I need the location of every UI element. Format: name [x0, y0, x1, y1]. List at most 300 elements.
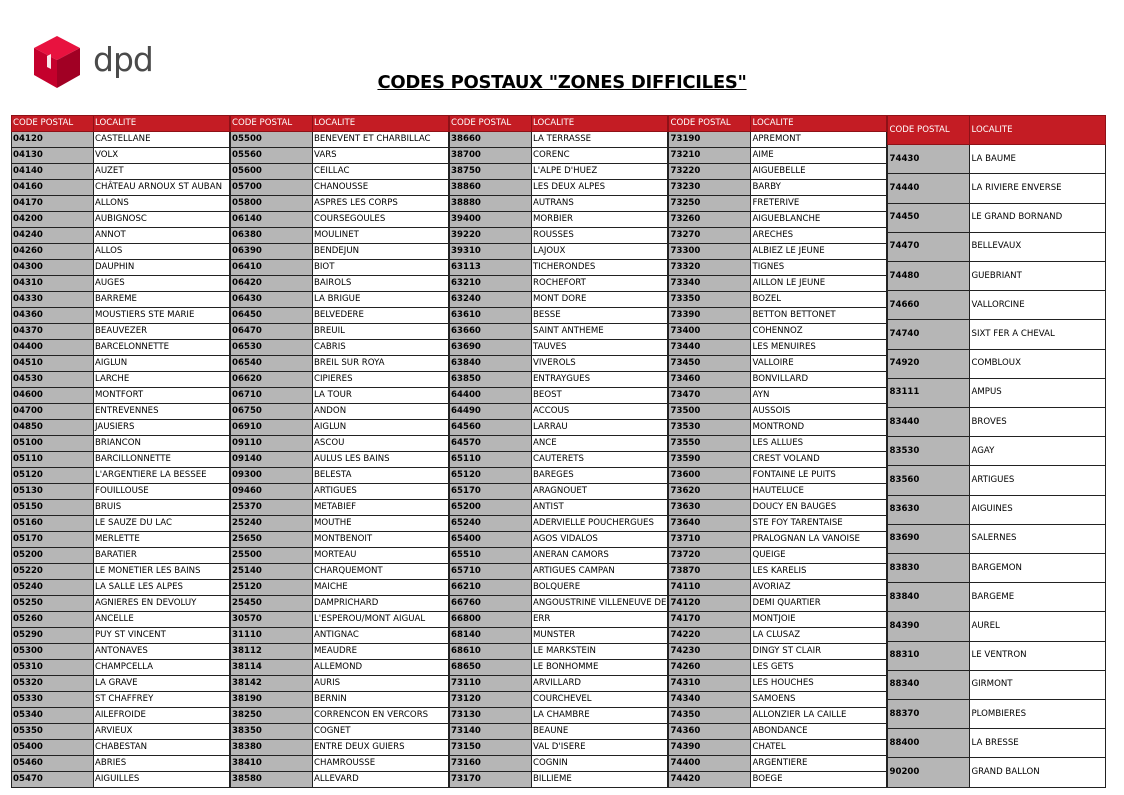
postal-code-cell: 74920: [888, 349, 970, 378]
locality-cell: BERNIN: [313, 692, 449, 708]
locality-cell: ENTRE DEUX GUIERS: [313, 740, 449, 756]
postal-code-cell: 63210: [450, 276, 532, 292]
table-row: [231, 724, 449, 740]
table-row: [450, 420, 668, 436]
locality-cell: MOULINET: [313, 228, 449, 244]
locality-cell: COHENNOZ: [751, 324, 887, 340]
locality-cell: SAINT ANTHEME: [532, 324, 668, 340]
table-row: [231, 452, 449, 468]
table-row: [669, 516, 887, 532]
locality-cell: LA BRIGUE: [313, 292, 449, 308]
postal-code-cell: 74450: [888, 203, 970, 232]
locality-cell: LE MARKSTEIN: [532, 644, 668, 660]
postal-code-cell: 73230: [669, 180, 751, 196]
locality-cell: ALLEVARD: [313, 772, 449, 788]
locality-cell: ALLONS: [94, 196, 230, 212]
locality-cell: GUEBRIANT: [970, 262, 1106, 291]
postal-code-cell: 73170: [450, 772, 532, 788]
table-row: [12, 564, 230, 580]
table-row: [450, 452, 668, 468]
postal-code-cell: 88310: [888, 641, 970, 670]
table-row: [450, 708, 668, 724]
locality-cell: BENDEJUN: [313, 244, 449, 260]
locality-cell: AIGUEBELLE: [751, 164, 887, 180]
locality-cell: PUY ST VINCENT: [94, 628, 230, 644]
locality-cell: LES DEUX ALPES: [532, 180, 668, 196]
postal-code-cell: 05350: [12, 724, 94, 740]
postal-code-tables: [11, 115, 1106, 788]
table-row: [12, 612, 230, 628]
locality-cell: AIGUINES: [970, 495, 1106, 524]
locality-cell: CHAMROUSSE: [313, 756, 449, 772]
table-row: [12, 516, 230, 532]
table-row: [231, 228, 449, 244]
postal-code-cell: 04160: [12, 180, 94, 196]
postal-code-cell: 65400: [450, 532, 532, 548]
postal-code-cell: 73270: [669, 228, 751, 244]
postal-code-cell: 05320: [12, 676, 94, 692]
table-row: [231, 420, 449, 436]
table-row: [450, 596, 668, 612]
locality-cell: MOUTHE: [313, 516, 449, 532]
postal-code-cell: 09460: [231, 484, 313, 500]
locality-cell: AIGUEBLANCHE: [751, 212, 887, 228]
postal-code-cell: 05330: [12, 692, 94, 708]
postal-code-cell: 38580: [231, 772, 313, 788]
table-row: [12, 404, 230, 420]
locality-cell: LES GETS: [751, 660, 887, 676]
locality-cell: LARCHE: [94, 372, 230, 388]
postal-code-cell: 38860: [450, 180, 532, 196]
locality-cell: VALLORCINE: [970, 291, 1106, 320]
postal-code-cell: 73320: [669, 260, 751, 276]
table-row: [450, 132, 668, 148]
locality-cell: LES ALLUES: [751, 436, 887, 452]
locality-cell: LA TERRASSE: [532, 132, 668, 148]
table-row: [450, 628, 668, 644]
locality-cell: AUREL: [970, 612, 1106, 641]
locality-cell: GRAND BALLON: [970, 758, 1106, 788]
postal-code-cell: 64560: [450, 420, 532, 436]
locality-cell: CABRIS: [313, 340, 449, 356]
postal-code-cell: 05150: [12, 500, 94, 516]
table-row: [450, 484, 668, 500]
postal-code-cell: 09110: [231, 436, 313, 452]
postal-code-cell: 25450: [231, 596, 313, 612]
locality-cell: LE MONETIER LES BAINS: [94, 564, 230, 580]
locality-cell: CHARQUEMONT: [313, 564, 449, 580]
table-row: [12, 468, 230, 484]
table-row: [450, 388, 668, 404]
postal-code-cell: 05800: [231, 196, 313, 212]
postal-code-cell: 73500: [669, 404, 751, 420]
table-row: [669, 292, 887, 308]
table-row: [231, 308, 449, 324]
postal-code-cell: 05110: [12, 452, 94, 468]
locality-cell: APREMONT: [751, 132, 887, 148]
postal-code-cell: 05470: [12, 772, 94, 788]
table-row: [231, 244, 449, 260]
table-row: [669, 468, 887, 484]
postal-code-cell: 73470: [669, 388, 751, 404]
locality-cell: MOUSTIERS STE MARIE: [94, 308, 230, 324]
locality-cell: CREST VOLAND: [751, 452, 887, 468]
postal-code-cell: 63113: [450, 260, 532, 276]
locality-cell: AULUS LES BAINS: [313, 452, 449, 468]
postal-code-cell: 05250: [12, 596, 94, 612]
locality-cell: ARECHES: [751, 228, 887, 244]
locality-cell: MORBIER: [532, 212, 668, 228]
table-row: [231, 292, 449, 308]
locality-cell: LA GRAVE: [94, 676, 230, 692]
table-row: [450, 404, 668, 420]
postal-code-cell: 06420: [231, 276, 313, 292]
postal-code-cell: 38112: [231, 644, 313, 660]
table-row: [888, 583, 1106, 612]
locality-cell: ALBIEZ LE JEUNE: [751, 244, 887, 260]
locality-cell: MONTROND: [751, 420, 887, 436]
header-row: [450, 116, 668, 132]
table-row: [450, 324, 668, 340]
table-row: [669, 628, 887, 644]
postal-code-cell: 04200: [12, 212, 94, 228]
locality-cell: CASTELLANE: [94, 132, 230, 148]
locality-cell: LA BAUME: [970, 145, 1106, 174]
postal-code-cell: 68610: [450, 644, 532, 660]
locality-cell: AUBIGNOSC: [94, 212, 230, 228]
table-row: [669, 676, 887, 692]
postal-code-cell: 04700: [12, 404, 94, 420]
postal-code-cell: 65710: [450, 564, 532, 580]
table-row: [888, 145, 1106, 174]
postal-code-cell: 25650: [231, 532, 313, 548]
table-row: [450, 612, 668, 628]
postal-code-cell: 38660: [450, 132, 532, 148]
postal-code-cell: 63850: [450, 372, 532, 388]
postal-code-cell: 64570: [450, 436, 532, 452]
postal-code-cell: 04600: [12, 388, 94, 404]
locality-cell: ROUSSES: [532, 228, 668, 244]
postal-code-cell: 05290: [12, 628, 94, 644]
postal-code-cell: 65110: [450, 452, 532, 468]
table-row: [231, 260, 449, 276]
locality-cell: ENTRAYGUES: [532, 372, 668, 388]
postal-code-cell: 39310: [450, 244, 532, 260]
postal-code-cell: 06620: [231, 372, 313, 388]
table-row: [12, 372, 230, 388]
postal-code-cell: 05240: [12, 580, 94, 596]
locality-cell: LES MENUIRES: [751, 340, 887, 356]
postal-code-cell: 38880: [450, 196, 532, 212]
locality-cell: AILLON LE JEUNE: [751, 276, 887, 292]
table-row: [669, 532, 887, 548]
table-row: [450, 148, 668, 164]
table-row: [888, 232, 1106, 261]
locality-cell: AGOS VIDALOS: [532, 532, 668, 548]
locality-cell: ALLEMOND: [313, 660, 449, 676]
locality-cell: ARGENTIERE: [751, 756, 887, 772]
postal-code-cell: 05560: [231, 148, 313, 164]
locality-cell: MONTFORT: [94, 388, 230, 404]
locality-cell: ADERVIELLE POUCHERGUES: [532, 516, 668, 532]
table-row: [450, 212, 668, 228]
table-row: [669, 692, 887, 708]
table-row: [231, 740, 449, 756]
table-row: [231, 164, 449, 180]
locality-cell: AUGES: [94, 276, 230, 292]
postal-code-cell: 74110: [669, 580, 751, 596]
locality-cell: AIGLUN: [94, 356, 230, 372]
postal-code-cell: 83630: [888, 495, 970, 524]
locality-cell: AIME: [751, 148, 887, 164]
table-row: [12, 164, 230, 180]
postal-code-cell: 68650: [450, 660, 532, 676]
postal-code-cell: 74340: [669, 692, 751, 708]
postal-code-cell: 39220: [450, 228, 532, 244]
postal-table-5: [887, 115, 1106, 788]
postal-code-cell: 65120: [450, 468, 532, 484]
table-row: [12, 420, 230, 436]
table-row: [12, 724, 230, 740]
postal-code-cell: 68140: [450, 628, 532, 644]
table-row: [231, 404, 449, 420]
postal-code-cell: 04370: [12, 324, 94, 340]
table-row: [231, 132, 449, 148]
postal-code-cell: 73160: [450, 756, 532, 772]
locality-cell: BARCILLONNETTE: [94, 452, 230, 468]
table-row: [450, 260, 668, 276]
locality-cell: ANCELLE: [94, 612, 230, 628]
table-row: [888, 612, 1106, 641]
table-row: [669, 180, 887, 196]
table-row: [669, 564, 887, 580]
locality-cell: L'ARGENTIERE LA BESSEE: [94, 468, 230, 484]
table-row: [231, 148, 449, 164]
table-row: [12, 676, 230, 692]
postal-code-cell: 88400: [888, 729, 970, 758]
locality-cell: ENTREVENNES: [94, 404, 230, 420]
postal-code-cell: 04530: [12, 372, 94, 388]
postal-code-cell: 05200: [12, 548, 94, 564]
table-row: [669, 164, 887, 180]
table-row: [231, 324, 449, 340]
locality-cell: BRUIS: [94, 500, 230, 516]
locality-cell: AUSSOIS: [751, 404, 887, 420]
table-row: [12, 628, 230, 644]
locality-cell: CIPIERES: [313, 372, 449, 388]
locality-cell: BARREME: [94, 292, 230, 308]
postal-code-cell: 74310: [669, 676, 751, 692]
locality-cell: AUZET: [94, 164, 230, 180]
table-row: [669, 148, 887, 164]
table-row: [12, 692, 230, 708]
table-row: [450, 756, 668, 772]
postal-code-cell: 04130: [12, 148, 94, 164]
table-row: [12, 548, 230, 564]
table-row: [231, 676, 449, 692]
header-row: [231, 116, 449, 132]
locality-cell: LAJOUX: [532, 244, 668, 260]
postal-code-cell: 65240: [450, 516, 532, 532]
table-row: [669, 420, 887, 436]
postal-code-cell: 73390: [669, 308, 751, 324]
postal-code-cell: 65200: [450, 500, 532, 516]
postal-code-cell: 73710: [669, 532, 751, 548]
table-row: [12, 196, 230, 212]
table-row: [231, 708, 449, 724]
postal-code-cell: 83840: [888, 583, 970, 612]
table-row: [231, 500, 449, 516]
postal-code-cell: 38380: [231, 740, 313, 756]
postal-code-cell: 64490: [450, 404, 532, 420]
locality-cell: GIRMONT: [970, 670, 1106, 699]
table-row: [450, 308, 668, 324]
postal-code-cell: 73250: [669, 196, 751, 212]
postal-code-cell: 74230: [669, 644, 751, 660]
locality-cell: SALERNES: [970, 524, 1106, 553]
postal-code-cell: 73440: [669, 340, 751, 356]
locality-cell: BARGEMON: [970, 554, 1106, 583]
postal-code-cell: 83530: [888, 437, 970, 466]
locality-cell: LE GRAND BORNAND: [970, 203, 1106, 232]
postal-code-cell: 73120: [450, 692, 532, 708]
locality-cell: AYN: [751, 388, 887, 404]
locality-cell: LES KARELIS: [751, 564, 887, 580]
postal-code-cell: 73720: [669, 548, 751, 564]
locality-cell: ERR: [532, 612, 668, 628]
header-row: [888, 116, 1106, 145]
locality-cell: BOLQUERE: [532, 580, 668, 596]
postal-code-cell: 04850: [12, 420, 94, 436]
locality-cell: AURIS: [313, 676, 449, 692]
table-row: [888, 262, 1106, 291]
postal-code-cell: 73450: [669, 356, 751, 372]
table-row: [231, 692, 449, 708]
postal-code-cell: 05300: [12, 644, 94, 660]
table-row: [450, 644, 668, 660]
locality-cell: ARVIEUX: [94, 724, 230, 740]
locality-cell: ALLOS: [94, 244, 230, 260]
table-row: [888, 466, 1106, 495]
postal-code-cell: 06470: [231, 324, 313, 340]
postal-code-cell: 25500: [231, 548, 313, 564]
table-row: [12, 148, 230, 164]
postal-code-cell: 74360: [669, 724, 751, 740]
locality-cell: ARTIGUES CAMPAN: [532, 564, 668, 580]
locality-cell: ABRIES: [94, 756, 230, 772]
postal-code-cell: 05170: [12, 532, 94, 548]
postal-code-cell: 73300: [669, 244, 751, 260]
table-row: [231, 436, 449, 452]
table-row: [12, 180, 230, 196]
locality-cell: BARBY: [751, 180, 887, 196]
locality-cell: VARS: [313, 148, 449, 164]
table-row: [12, 452, 230, 468]
table-row: [12, 340, 230, 356]
locality-cell: TIGNES: [751, 260, 887, 276]
table-row: [888, 320, 1106, 349]
table-row: [450, 340, 668, 356]
locality-cell: HAUTELUCE: [751, 484, 887, 500]
locality-cell: MEAUDRE: [313, 644, 449, 660]
postal-code-cell: 04510: [12, 356, 94, 372]
locality-cell: SIXT FER A CHEVAL: [970, 320, 1106, 349]
table-row: [231, 612, 449, 628]
table-row: [450, 548, 668, 564]
table-row: [231, 388, 449, 404]
postal-code-cell: 74430: [888, 145, 970, 174]
postal-code-cell: 73400: [669, 324, 751, 340]
table-row: [12, 772, 230, 788]
postal-code-cell: 38250: [231, 708, 313, 724]
postal-code-cell: 05310: [12, 660, 94, 676]
table-row: [12, 292, 230, 308]
postal-table-4: [668, 115, 887, 788]
locality-cell: BARATIER: [94, 548, 230, 564]
table-row: [450, 692, 668, 708]
locality-cell: BOZEL: [751, 292, 887, 308]
postal-code-cell: 06380: [231, 228, 313, 244]
postal-code-cell: 73600: [669, 468, 751, 484]
table-row: [669, 740, 887, 756]
postal-code-cell: 31110: [231, 628, 313, 644]
postal-code-cell: 88370: [888, 700, 970, 729]
locality-cell: SAMOENS: [751, 692, 887, 708]
table-row: [12, 388, 230, 404]
table-row: [669, 660, 887, 676]
postal-code-cell: 06410: [231, 260, 313, 276]
header-localite: LOCALITE: [532, 116, 668, 132]
postal-code-cell: 74170: [669, 612, 751, 628]
postal-code-cell: 74470: [888, 232, 970, 261]
postal-code-cell: 74440: [888, 174, 970, 203]
table-row: [12, 244, 230, 260]
postal-code-cell: 04140: [12, 164, 94, 180]
table-row: [231, 580, 449, 596]
postal-code-cell: 04300: [12, 260, 94, 276]
locality-cell: CHÂTEAU ARNOUX ST AUBAN: [94, 180, 230, 196]
locality-cell: L'ESPEROU/MONT AIGUAL: [313, 612, 449, 628]
postal-code-cell: 05260: [12, 612, 94, 628]
postal-code-cell: 73550: [669, 436, 751, 452]
locality-cell: FRETERIVE: [751, 196, 887, 212]
locality-cell: BONVILLARD: [751, 372, 887, 388]
locality-cell: LA RIVIERE ENVERSE: [970, 174, 1106, 203]
locality-cell: BELESTA: [313, 468, 449, 484]
postal-code-cell: 05600: [231, 164, 313, 180]
locality-cell: CAUTERETS: [532, 452, 668, 468]
postal-code-cell: 83690: [888, 524, 970, 553]
postal-code-cell: 83111: [888, 378, 970, 407]
postal-code-cell: 09140: [231, 452, 313, 468]
locality-cell: PLOMBIERES: [970, 700, 1106, 729]
locality-cell: METABIEF: [313, 500, 449, 516]
table-row: [12, 660, 230, 676]
postal-code-cell: 05500: [231, 132, 313, 148]
locality-cell: ANGOUSTRINE VILLENEUVE DE: [532, 596, 668, 612]
postal-code-cell: 06450: [231, 308, 313, 324]
postal-code-cell: 74660: [888, 291, 970, 320]
table-row: [231, 180, 449, 196]
postal-code-cell: 74740: [888, 320, 970, 349]
table-row: [12, 228, 230, 244]
postal-code-cell: 64400: [450, 388, 532, 404]
locality-cell: VOLX: [94, 148, 230, 164]
locality-cell: BELLEVAUX: [970, 232, 1106, 261]
table-row: [12, 132, 230, 148]
header-localite: LOCALITE: [970, 116, 1106, 145]
locality-cell: MONTJOIE: [751, 612, 887, 628]
